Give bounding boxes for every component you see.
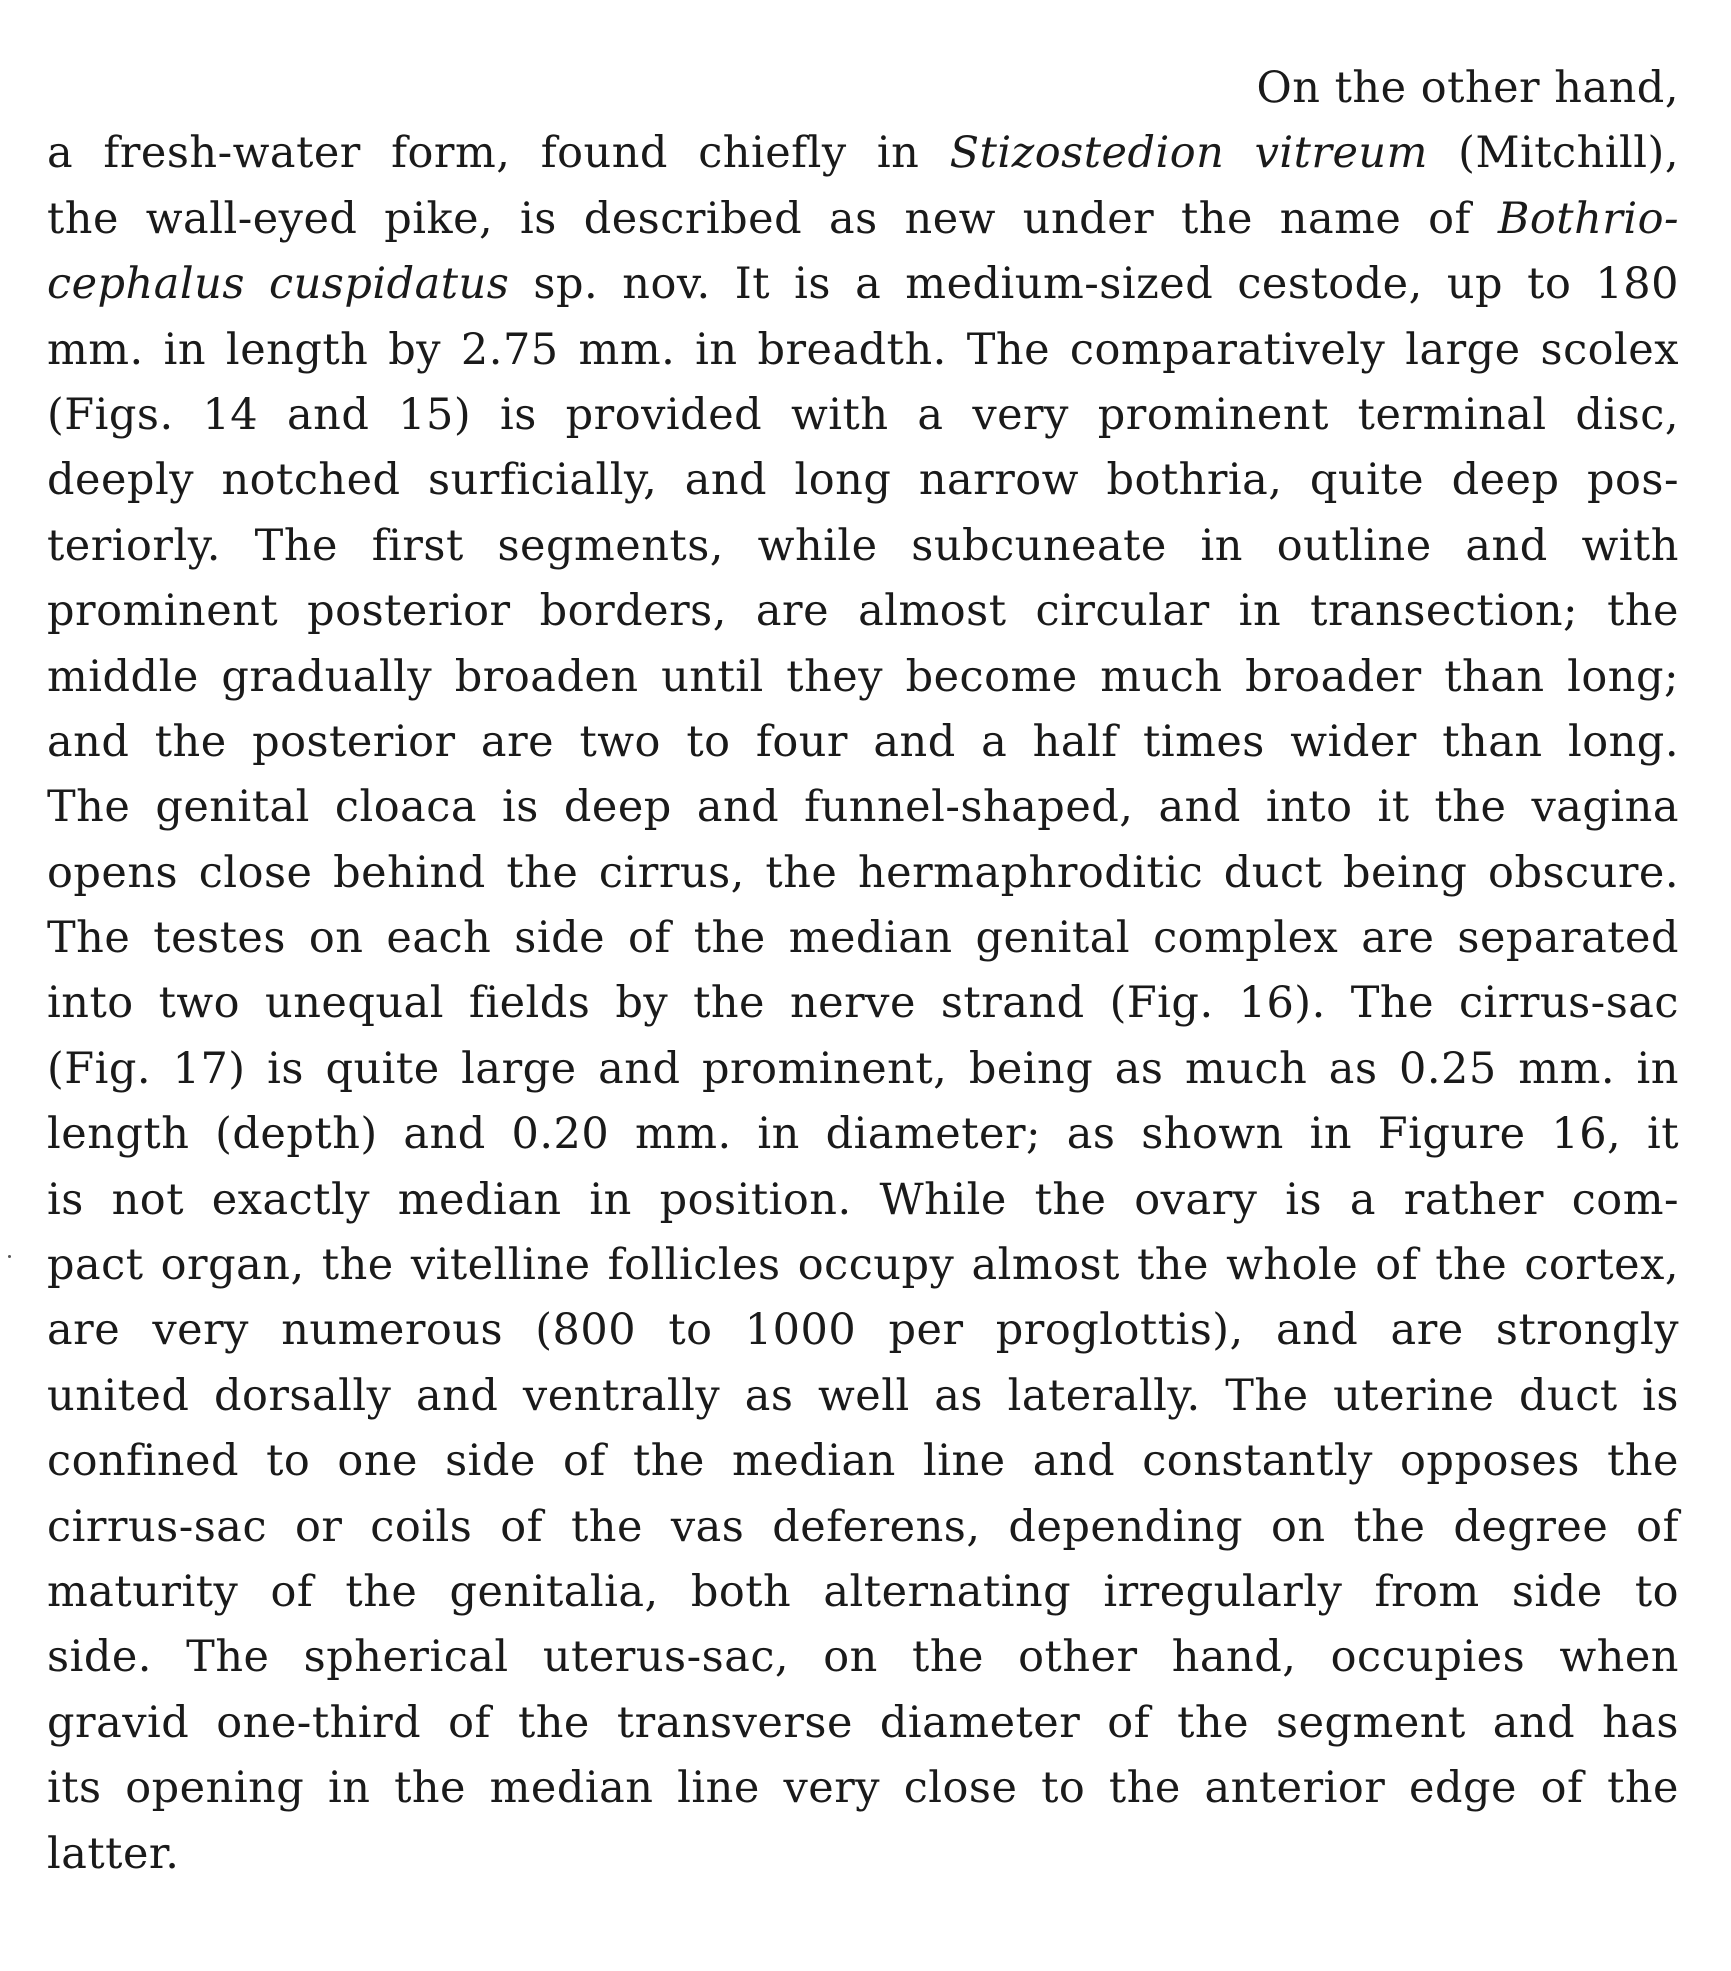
text-line <box>47 383 1679 448</box>
text-segment: middle gradually broaden until they become much broader than long; <box>47 651 1679 702</box>
text-segment: length (depth) and 0.20 mm. in diameter; as shown in Figure 16, it <box>47 1109 1679 1160</box>
text-line <box>47 1429 1679 1494</box>
text-segment: prominent posterior borders, are almost circular in transection; the <box>47 586 1679 637</box>
text-segment: The testes on each side of the median genital complex are separated <box>47 913 1679 964</box>
text-segment: is not exactly median in position. While the ovary is a rather com- <box>47 1174 1679 1225</box>
italic-taxon-name: cephalus cuspidatus <box>47 259 510 310</box>
text-line <box>47 1037 1679 1102</box>
text-segment: The genital cloaca is deep and funnel-shaped, and into it the vagina <box>47 782 1679 833</box>
text-segment: side. The spherical uterus-sac, on the other hand, occupies when <box>47 1632 1679 1683</box>
text-line <box>47 1495 1679 1560</box>
italic-taxon-name: Stizostedion vitreum <box>949 128 1428 179</box>
text-segment: sp. nov. It is a medium-sized cestode, up to 180 <box>509 259 1679 310</box>
text-line <box>47 841 1679 906</box>
text-segment: (Fig. 17) is quite large and prominent, being as much as 0.25 mm. in <box>47 1043 1679 1094</box>
text-line <box>47 1822 1679 1887</box>
text-segment: latter. <box>47 1828 180 1879</box>
text-segment: united dorsally and ventrally as well as laterally. The uterine duct is <box>47 1370 1679 1421</box>
text-line <box>47 1625 1679 1690</box>
text-segment: gravid one-third of the transverse diameter of the segment and has <box>47 1697 1679 1748</box>
text-line <box>47 1102 1679 1167</box>
text-line <box>47 56 1679 121</box>
text-line <box>47 1233 1679 1298</box>
text-line <box>47 1364 1679 1429</box>
text-line <box>47 121 1679 186</box>
text-segment: opens close behind the cirrus, the hermaphroditic duct being obscure. <box>47 847 1679 898</box>
text-segment: mm. in length by 2.75 mm. in breadth. The comparatively large scolex <box>47 324 1679 375</box>
text-segment: into two unequal fields by the nerve strand (Fig. 16). The cirrus-sac <box>47 978 1679 1029</box>
text-segment: pact organ, the vitelline follicles occupy almost the whole of the cortex, <box>47 1240 1679 1291</box>
text-segment: are very numerous (800 to 1000 per proglottis), and are strongly <box>47 1305 1679 1356</box>
text-line <box>47 1691 1679 1756</box>
text-line <box>47 1168 1679 1233</box>
text-line <box>47 1756 1679 1821</box>
text-segment: teriorly. The first segments, while subcuneate in outline and with <box>47 520 1679 571</box>
italic-taxon-name: Bothrio- <box>1497 193 1679 244</box>
text-segment: deeply notched surficially, and long narrow bothria, quite deep pos- <box>47 455 1679 506</box>
text-segment: cirrus-sac or coils of the vas deferens, depending on the degree of <box>47 1501 1679 1552</box>
text-line <box>47 1560 1679 1625</box>
paragraph <box>47 56 1679 1887</box>
text-segment: and the posterior are two to four and a half times wider than long. <box>47 716 1679 767</box>
text-segment: On the other hand, <box>1256 63 1679 113</box>
text-line <box>47 187 1679 252</box>
text-segment: (Mitchill), <box>1427 128 1679 179</box>
text-segment: maturity of the genitalia, both alternating irregularly from side to <box>47 1566 1679 1617</box>
text-line <box>47 971 1679 1036</box>
scan-speck <box>8 1255 11 1258</box>
text-line <box>47 579 1679 644</box>
text-line <box>47 252 1679 317</box>
text-line <box>47 318 1679 383</box>
text-line <box>47 448 1679 513</box>
text-line <box>47 514 1679 579</box>
text-segment: a fresh-water form, found chiefly in <box>47 128 950 179</box>
text-line <box>47 906 1679 971</box>
text-line <box>47 645 1679 710</box>
text-segment: its opening in the median line very close to the anterior edge of the <box>47 1763 1679 1814</box>
text-line <box>47 775 1679 840</box>
text-line <box>47 710 1679 775</box>
text-segment: (Figs. 14 and 15) is provided with a very prominent terminal disc, <box>47 389 1679 440</box>
text-segment: the wall-eyed pike, is described as new under the name of <box>47 193 1498 244</box>
text-segment: confined to one side of the median line and constantly opposes the <box>47 1436 1679 1487</box>
text-line <box>47 1298 1679 1363</box>
